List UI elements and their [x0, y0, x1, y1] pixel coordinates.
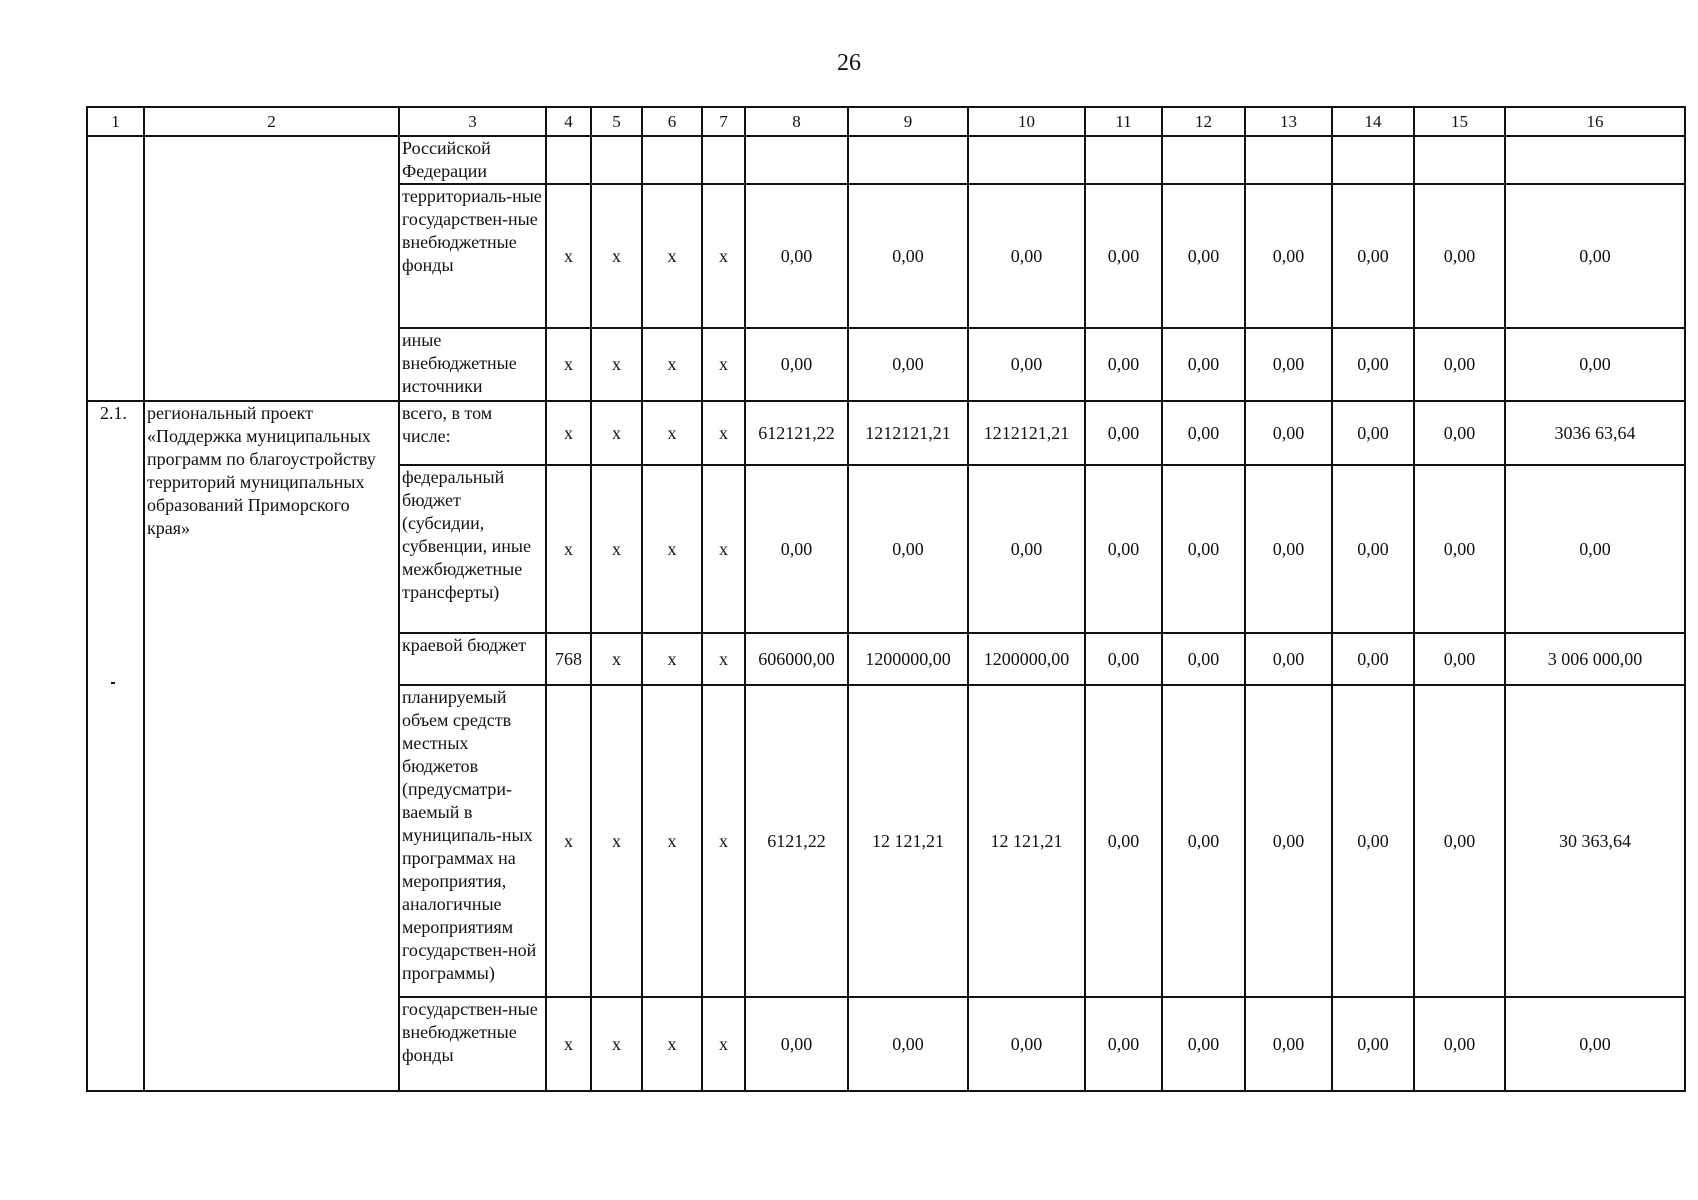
value-cell-col-4: 768 [546, 633, 591, 685]
value-cell-col-14: 0,00 [1332, 685, 1414, 997]
column-header-15: 15 [1414, 107, 1505, 136]
value-cell-col-12: 0,00 [1162, 465, 1245, 633]
value-cell-col-16: 0,00 [1505, 465, 1685, 633]
value-cell-col-16: 0,00 [1505, 997, 1685, 1091]
value-cell-col-11: 0,00 [1085, 997, 1162, 1091]
value-cell-col-5: x [591, 328, 642, 401]
value-cell-col-14: 0,00 [1332, 401, 1414, 465]
value-cell-col-10 [968, 136, 1085, 184]
value-cell-col-6: x [642, 401, 702, 465]
funding-source-cell: краевой бюджет [399, 633, 546, 685]
value-cell-col-11 [1085, 136, 1162, 184]
value-cell-col-6: x [642, 465, 702, 633]
value-cell-col-4: x [546, 401, 591, 465]
column-header-12: 12 [1162, 107, 1245, 136]
header-row [87, 107, 1685, 136]
value-cell-col-5: x [591, 465, 642, 633]
value-cell-col-4: x [546, 465, 591, 633]
column-header-9: 9 [848, 107, 968, 136]
value-cell-col-9: 12 121,21 [848, 685, 968, 997]
value-cell-col-8: 0,00 [745, 184, 848, 328]
column-header-14: 14 [1332, 107, 1414, 136]
value-cell-col-7: x [702, 184, 745, 328]
value-cell-col-9: 0,00 [848, 997, 968, 1091]
value-cell-col-7: x [702, 997, 745, 1091]
value-cell-col-16: 3 006 000,00 [1505, 633, 1685, 685]
value-cell-col-6: x [642, 633, 702, 685]
value-cell-col-13 [1245, 136, 1332, 184]
value-cell-col-12: 0,00 [1162, 184, 1245, 328]
value-cell-col-6: x [642, 685, 702, 997]
value-cell-col-8: 606000,00 [745, 633, 848, 685]
value-cell-col-10: 0,00 [968, 997, 1085, 1091]
value-cell-col-16: 30 363,64 [1505, 685, 1685, 997]
value-cell-col-5: x [591, 997, 642, 1091]
value-cell-col-7 [702, 136, 745, 184]
value-cell-col-11: 0,00 [1085, 184, 1162, 328]
value-cell-col-14: 0,00 [1332, 465, 1414, 633]
value-cell-col-15: 0,00 [1414, 997, 1505, 1091]
value-cell-col-13: 0,00 [1245, 633, 1332, 685]
value-cell-col-6: x [642, 328, 702, 401]
value-cell-col-8: 612121,22 [745, 401, 848, 465]
value-cell-col-7: x [702, 465, 745, 633]
column-header-16: 16 [1505, 107, 1685, 136]
funding-source-cell: Российской Федерации [399, 136, 546, 184]
value-cell-col-7: x [702, 633, 745, 685]
value-cell-col-14: 0,00 [1332, 633, 1414, 685]
value-cell-col-12: 0,00 [1162, 997, 1245, 1091]
table-row [87, 401, 1685, 465]
value-cell-col-7: x [702, 685, 745, 997]
funding-source-cell: иные внебюджетные источники [399, 328, 546, 401]
value-cell-col-4: x [546, 997, 591, 1091]
value-cell-col-5: x [591, 685, 642, 997]
value-cell-col-5 [591, 136, 642, 184]
value-cell-col-10: 12 121,21 [968, 685, 1085, 997]
value-cell-col-9: 1200000,00 [848, 633, 968, 685]
value-cell-col-12: 0,00 [1162, 685, 1245, 997]
value-cell-col-14: 0,00 [1332, 184, 1414, 328]
value-cell-col-9: 0,00 [848, 465, 968, 633]
value-cell-col-16: 0,00 [1505, 328, 1685, 401]
value-cell-col-11: 0,00 [1085, 465, 1162, 633]
column-header-4: 4 [546, 107, 591, 136]
budget-table [86, 106, 1686, 1092]
value-cell-col-9: 0,00 [848, 184, 968, 328]
column-header-2: 2 [144, 107, 399, 136]
value-cell-col-6: x [642, 184, 702, 328]
value-cell-col-9 [848, 136, 968, 184]
value-cell-col-13: 0,00 [1245, 997, 1332, 1091]
value-cell-col-8: 0,00 [745, 328, 848, 401]
value-cell-col-11: 0,00 [1085, 685, 1162, 997]
value-cell-col-10: 0,00 [968, 465, 1085, 633]
value-cell-col-8 [745, 136, 848, 184]
value-cell-col-10: 0,00 [968, 184, 1085, 328]
value-cell-col-13: 0,00 [1245, 685, 1332, 997]
column-header-11: 11 [1085, 107, 1162, 136]
value-cell-col-13: 0,00 [1245, 184, 1332, 328]
page-number: 26 [837, 50, 861, 76]
value-cell-col-16: 3036 63,64 [1505, 401, 1685, 465]
value-cell-col-4 [546, 136, 591, 184]
value-cell-col-8: 0,00 [745, 997, 848, 1091]
value-cell-col-12: 0,00 [1162, 401, 1245, 465]
project-name-cell: региональный проект «Поддержка муниципальных программ по благоустройству территорий муниципальных образований Приморского края» [144, 401, 399, 1091]
value-cell-col-15: 0,00 [1414, 401, 1505, 465]
column-header-8: 8 [745, 107, 848, 136]
column-header-3: 3 [399, 107, 546, 136]
value-cell-col-14: 0,00 [1332, 328, 1414, 401]
value-cell-col-9: 1212121,21 [848, 401, 968, 465]
value-cell-col-6: x [642, 997, 702, 1091]
funding-source-cell: государствен-ные внебюджетные фонды [399, 997, 546, 1091]
value-cell-col-4: x [546, 328, 591, 401]
value-cell-col-13: 0,00 [1245, 401, 1332, 465]
continuation-name-cell [144, 136, 399, 401]
value-cell-col-12 [1162, 136, 1245, 184]
value-cell-col-16 [1505, 136, 1685, 184]
value-cell-col-4: x [546, 685, 591, 997]
value-cell-col-14 [1332, 136, 1414, 184]
value-cell-col-8: 6121,22 [745, 685, 848, 997]
value-cell-col-4: x [546, 184, 591, 328]
column-header-7: 7 [702, 107, 745, 136]
funding-source-cell: планируемый объем средств местных бюджетов (предусматри-ваемый в муниципаль-ных программах на мероприятия, аналогичные мероприятиям государствен-ной программы) [399, 685, 546, 997]
value-cell-col-11: 0,00 [1085, 401, 1162, 465]
value-cell-col-13: 0,00 [1245, 328, 1332, 401]
value-cell-col-5: x [591, 401, 642, 465]
value-cell-col-12: 0,00 [1162, 328, 1245, 401]
value-cell-col-11: 0,00 [1085, 328, 1162, 401]
value-cell-col-6 [642, 136, 702, 184]
funding-source-cell: федеральный бюджет (субсидии, субвенции, иные межбюджетные трансферты) [399, 465, 546, 633]
funding-source-cell: территориаль-ные государствен-ные внебюджетные фонды [399, 184, 546, 328]
project-number-cell: 2.1. [87, 401, 144, 1091]
value-cell-col-9: 0,00 [848, 328, 968, 401]
value-cell-col-7: x [702, 401, 745, 465]
value-cell-col-10: 1200000,00 [968, 633, 1085, 685]
funding-source-cell: всего, в том числе: [399, 401, 546, 465]
table-row [87, 136, 1685, 184]
value-cell-col-15: 0,00 [1414, 184, 1505, 328]
value-cell-col-7: x [702, 328, 745, 401]
value-cell-col-5: x [591, 633, 642, 685]
value-cell-col-8: 0,00 [745, 465, 848, 633]
value-cell-col-14: 0,00 [1332, 997, 1414, 1091]
value-cell-col-15: 0,00 [1414, 685, 1505, 997]
value-cell-col-15 [1414, 136, 1505, 184]
value-cell-col-13: 0,00 [1245, 465, 1332, 633]
column-header-13: 13 [1245, 107, 1332, 136]
column-header-1: 1 [87, 107, 144, 136]
column-header-5: 5 [591, 107, 642, 136]
value-cell-col-15: 0,00 [1414, 633, 1505, 685]
column-header-10: 10 [968, 107, 1085, 136]
value-cell-col-15: 0,00 [1414, 328, 1505, 401]
value-cell-col-10: 0,00 [968, 328, 1085, 401]
value-cell-col-10: 1212121,21 [968, 401, 1085, 465]
continuation-number-cell [87, 136, 144, 401]
value-cell-col-5: x [591, 184, 642, 328]
value-cell-col-11: 0,00 [1085, 633, 1162, 685]
value-cell-col-16: 0,00 [1505, 184, 1685, 328]
value-cell-col-12: 0,00 [1162, 633, 1245, 685]
value-cell-col-15: 0,00 [1414, 465, 1505, 633]
column-header-6: 6 [642, 107, 702, 136]
